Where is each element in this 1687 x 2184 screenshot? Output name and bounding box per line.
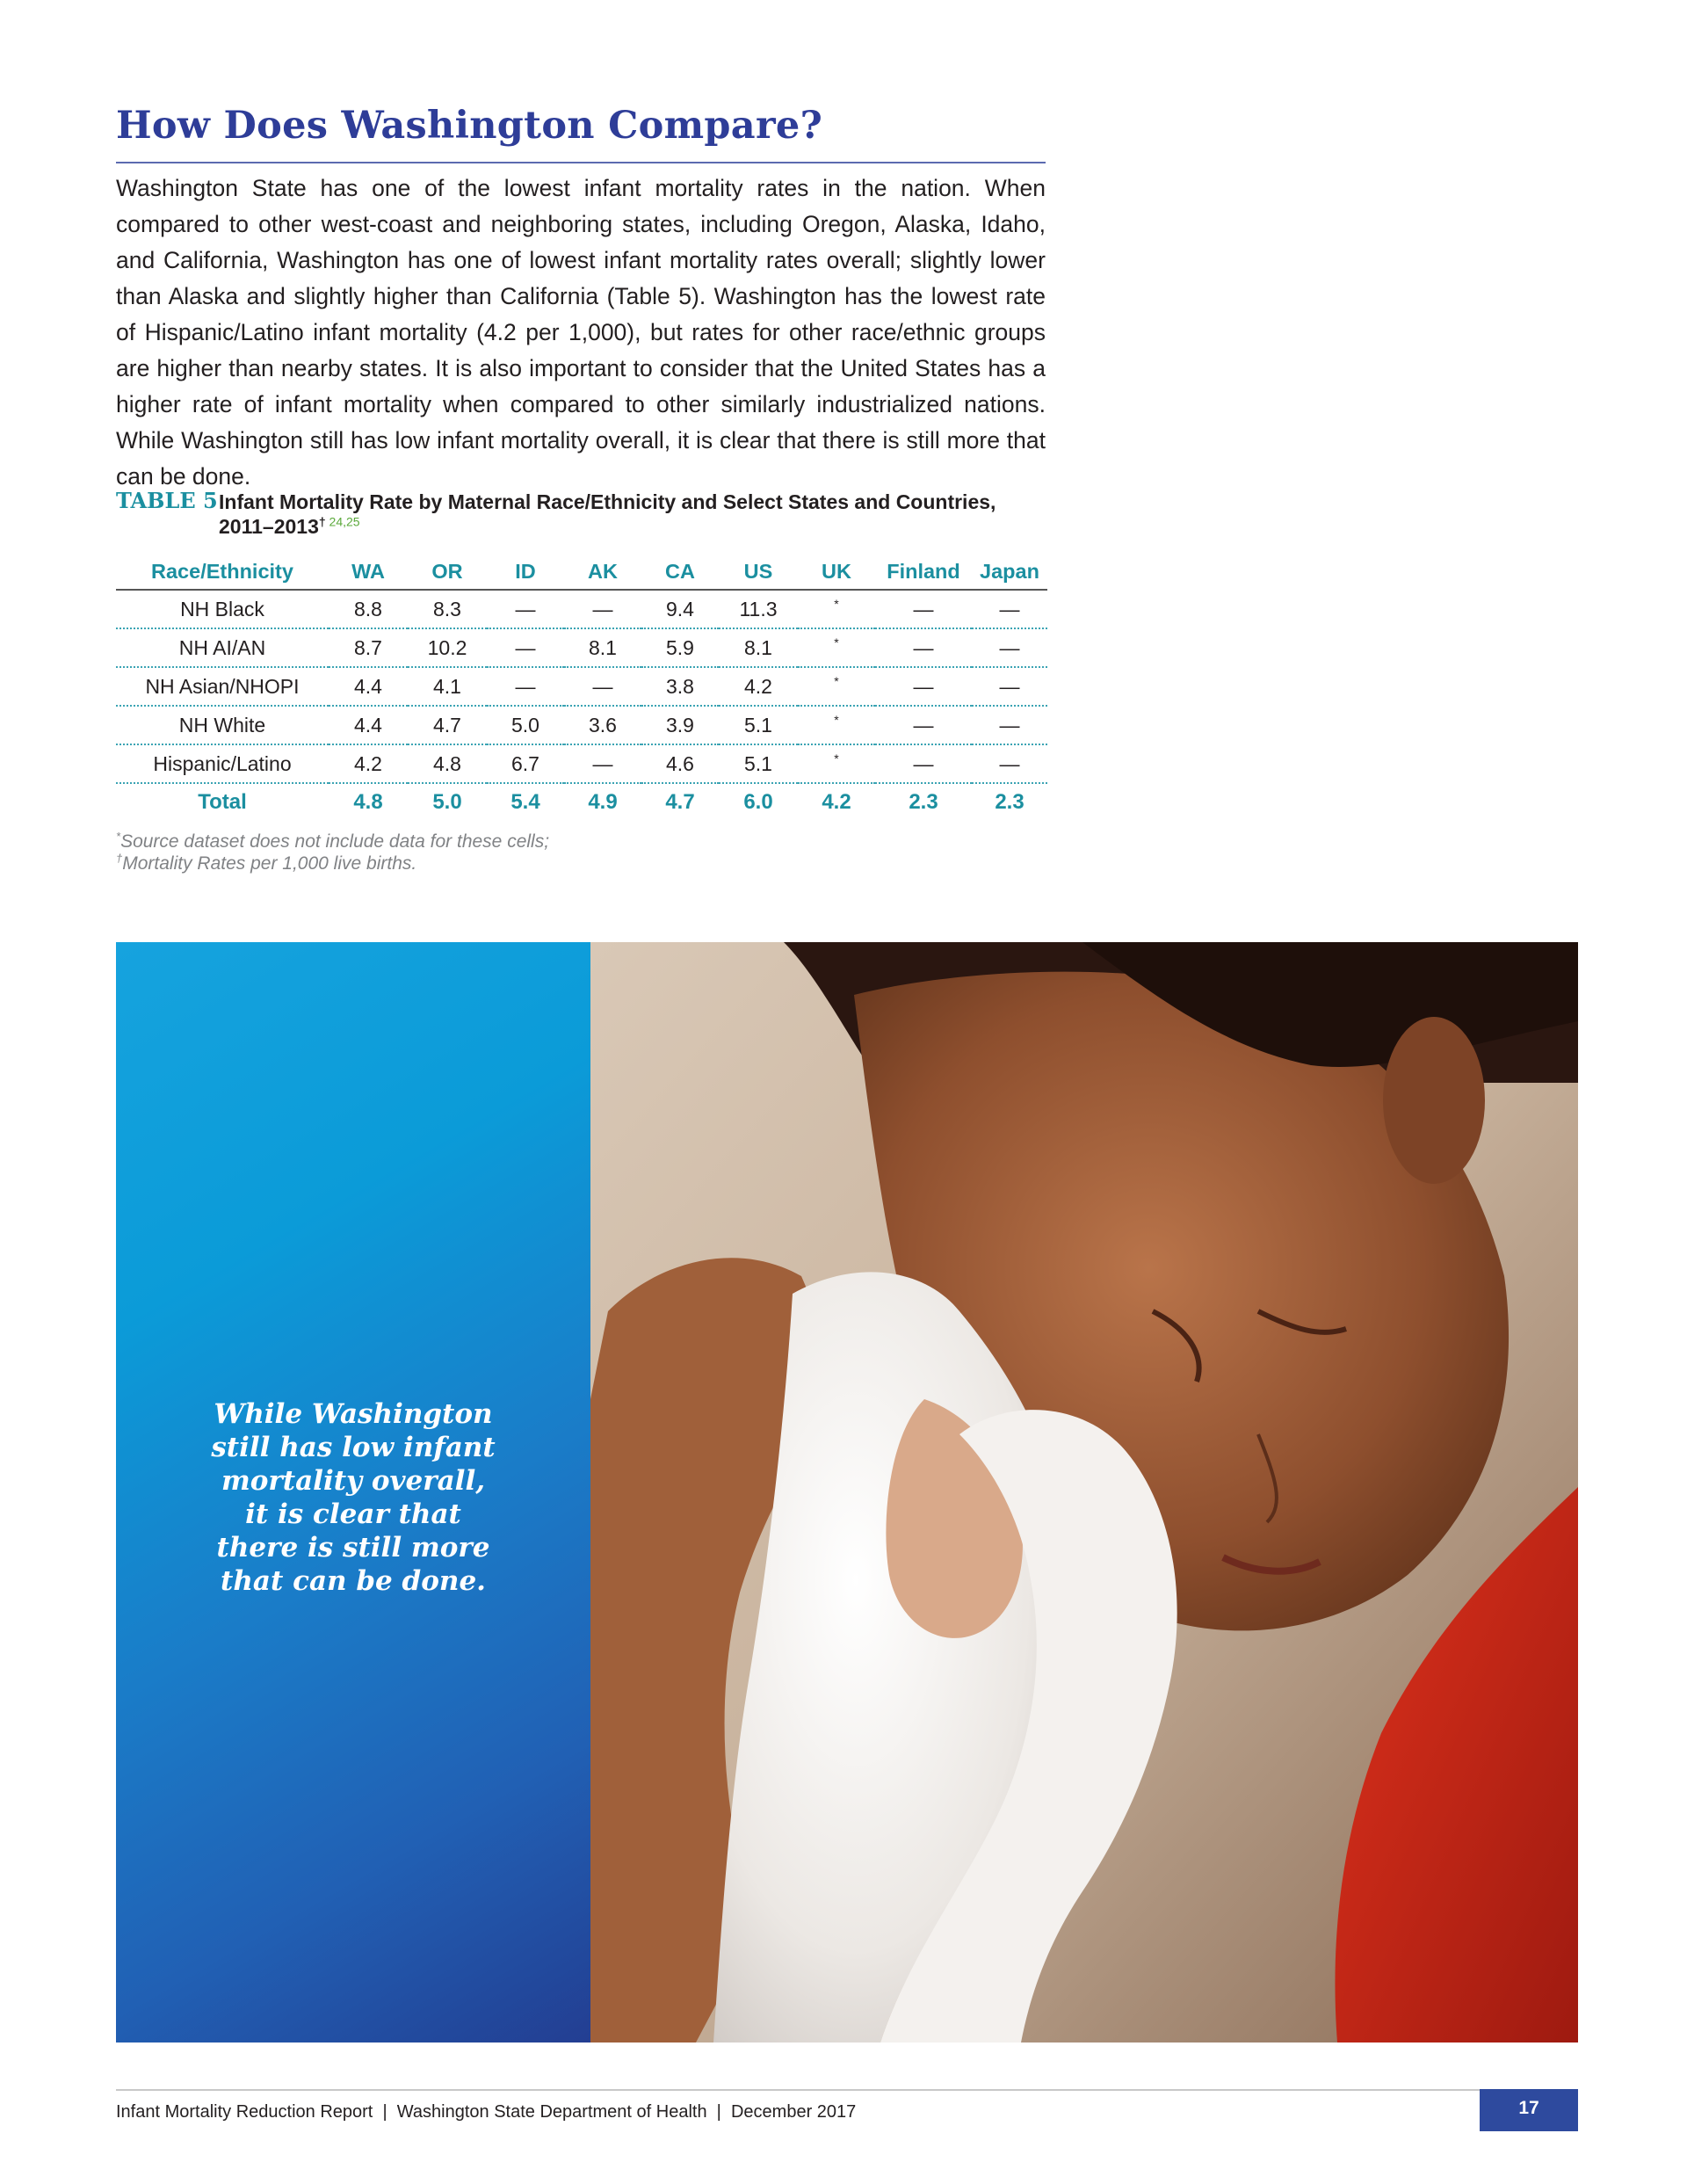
table-cell: 8.3	[408, 590, 487, 628]
column-header: Finland	[875, 554, 972, 590]
no-data-marker: *	[834, 635, 839, 649]
column-header: ID	[487, 554, 564, 590]
table-cell: 3.6	[564, 706, 641, 744]
column-header: Japan	[972, 554, 1047, 590]
column-header: Race/Ethnicity	[116, 554, 329, 590]
table-row	[116, 590, 1047, 628]
no-data-marker: *	[834, 596, 839, 611]
table-cell: 4.4	[329, 706, 408, 744]
table-cell: —	[875, 628, 972, 667]
table-cell: —	[875, 590, 972, 628]
title-divider	[116, 162, 1046, 163]
footnote-1-mark: *	[116, 830, 121, 843]
mortality-rate-table	[116, 554, 1047, 821]
footer-text: Infant Mortality Reduction Report | Washington State Department of Health | December 2017	[116, 2102, 857, 2122]
table-row	[116, 706, 1047, 744]
column-header: CA	[641, 554, 719, 590]
feature-image-block	[116, 942, 1578, 2043]
table-cell: 4.7	[408, 706, 487, 744]
table-cell: —	[875, 667, 972, 706]
total-cell: 2.3	[995, 790, 1025, 814]
table-title-line2: 2011–2013	[219, 515, 319, 538]
table-cell: 8.1	[564, 628, 641, 667]
pull-quote	[142, 1397, 564, 1598]
pull-quote-line: While Washington	[214, 1398, 493, 1430]
total-cell: 4.9	[588, 790, 618, 814]
total-cell: 5.0	[432, 790, 462, 814]
table-cell: —	[972, 628, 1047, 667]
pull-quote-line: that can be done.	[221, 1565, 486, 1597]
table-cell: 4.2	[719, 667, 798, 706]
table-cell: 5.9	[641, 628, 719, 667]
table-row	[116, 667, 1047, 706]
footnote-1	[116, 831, 995, 853]
table-cell: 4.1	[408, 667, 487, 706]
mother-and-infant-photo	[590, 942, 1578, 2043]
table-cell: 8.7	[329, 628, 408, 667]
table-title-line1: Infant Mortality Rate by Maternal Race/Ethnicity and Select States and Countries,	[219, 490, 996, 513]
table-cell: 4.8	[408, 744, 487, 783]
table-cell: 8.8	[329, 590, 408, 628]
column-header: UK	[798, 554, 875, 590]
table-title	[219, 490, 1045, 539]
total-cell: 6.0	[743, 790, 773, 814]
table-cell: 5.0	[487, 706, 564, 744]
total-cell: 4.7	[665, 790, 695, 814]
row-label: Hispanic/Latino	[116, 744, 329, 783]
no-data-marker: *	[834, 673, 839, 688]
table-cell: 9.4	[641, 590, 719, 628]
table-title-mark: †	[318, 514, 326, 529]
table-cell: 4.4	[329, 667, 408, 706]
footnote-2-mark: †	[116, 852, 123, 865]
table-cell: 3.9	[641, 706, 719, 744]
table-cell: —	[972, 590, 1047, 628]
total-label: Total	[198, 790, 247, 814]
table-row	[116, 628, 1047, 667]
column-header: WA	[329, 554, 408, 590]
total-cell: 2.3	[909, 790, 938, 814]
column-header: OR	[408, 554, 487, 590]
table-row	[116, 744, 1047, 783]
total-cell: 5.4	[510, 790, 540, 814]
table-cell: —	[972, 706, 1047, 744]
table-title-refs: 24,25	[325, 514, 360, 529]
footnote-2-text: Mortality Rates per 1,000 live births.	[122, 853, 417, 874]
table-cell: 4.2	[329, 744, 408, 783]
table-label: TABLE 5	[116, 488, 218, 513]
table-cell: —	[564, 590, 641, 628]
table-total-row	[116, 783, 1047, 821]
table-cell: —	[875, 706, 972, 744]
table-cell: 4.6	[641, 744, 719, 783]
table-cell: —	[972, 744, 1047, 783]
table-cell	[798, 744, 875, 783]
pull-quote-line: it is clear that	[245, 1498, 461, 1530]
table-cell: —	[487, 667, 564, 706]
total-cell: 4.2	[822, 790, 851, 814]
pull-quote-line: still has low infant	[211, 1432, 496, 1463]
table-cell: 10.2	[408, 628, 487, 667]
table-cell: —	[875, 744, 972, 783]
table-cell: 5.1	[719, 744, 798, 783]
no-data-marker: *	[834, 712, 839, 727]
pull-quote-line: mortality overall,	[221, 1465, 486, 1497]
table-cell: —	[564, 744, 641, 783]
callout-panel	[116, 942, 590, 2043]
intro-paragraph: Washington State has one of the lowest infant mortality rates in the nation. When compared to other west-coast and neighboring states, including Oregon, Alaska, Idaho, and California, Washington has one of lowest infant mortality rates overall; slightly lower than Alaska and slightly higher than California (Table 5). Washington has the lowest rate of Hispanic/Latino infant mortality (4.2 per 1,000), but rates for other race/ethnic groups are higher than nearby states. It is also important to consider that the United States has a higher rate of infant mortality when compared to other similarly industrialized nations. While Washington still has low infant mortality overall, it is clear that there is still more that can be done.	[116, 175, 1046, 490]
no-data-marker: *	[834, 751, 839, 765]
footnote-1-text: Source dataset does not include data for these cells;	[120, 831, 550, 852]
total-cell: 4.8	[353, 790, 383, 814]
table-cell: 3.8	[641, 667, 719, 706]
page-number-badge: 17	[1480, 2089, 1578, 2131]
pull-quote-line: there is still more	[216, 1532, 490, 1564]
table-cell: 6.7	[487, 744, 564, 783]
page-title: How Does Washington Compare?	[116, 104, 823, 148]
row-label: NH AI/AN	[116, 628, 329, 667]
table-cell: 8.1	[719, 628, 798, 667]
table-cell: 11.3	[719, 590, 798, 628]
table-cell: —	[487, 628, 564, 667]
footnote-2	[116, 853, 995, 874]
table-cell: —	[972, 667, 1047, 706]
column-header: US	[719, 554, 798, 590]
table-cell: —	[564, 667, 641, 706]
row-label: NH Black	[116, 590, 329, 628]
table-cell	[798, 628, 875, 667]
table-footnotes	[116, 831, 995, 874]
table-cell: 5.1	[719, 706, 798, 744]
row-label: NH White	[116, 706, 329, 744]
table-cell	[798, 667, 875, 706]
table-header-row	[116, 554, 1047, 590]
table-cell	[798, 706, 875, 744]
column-header: AK	[564, 554, 641, 590]
footer-divider	[116, 2089, 1578, 2091]
table-cell: —	[487, 590, 564, 628]
row-label: NH Asian/NHOPI	[116, 667, 329, 706]
table-cell	[798, 590, 875, 628]
